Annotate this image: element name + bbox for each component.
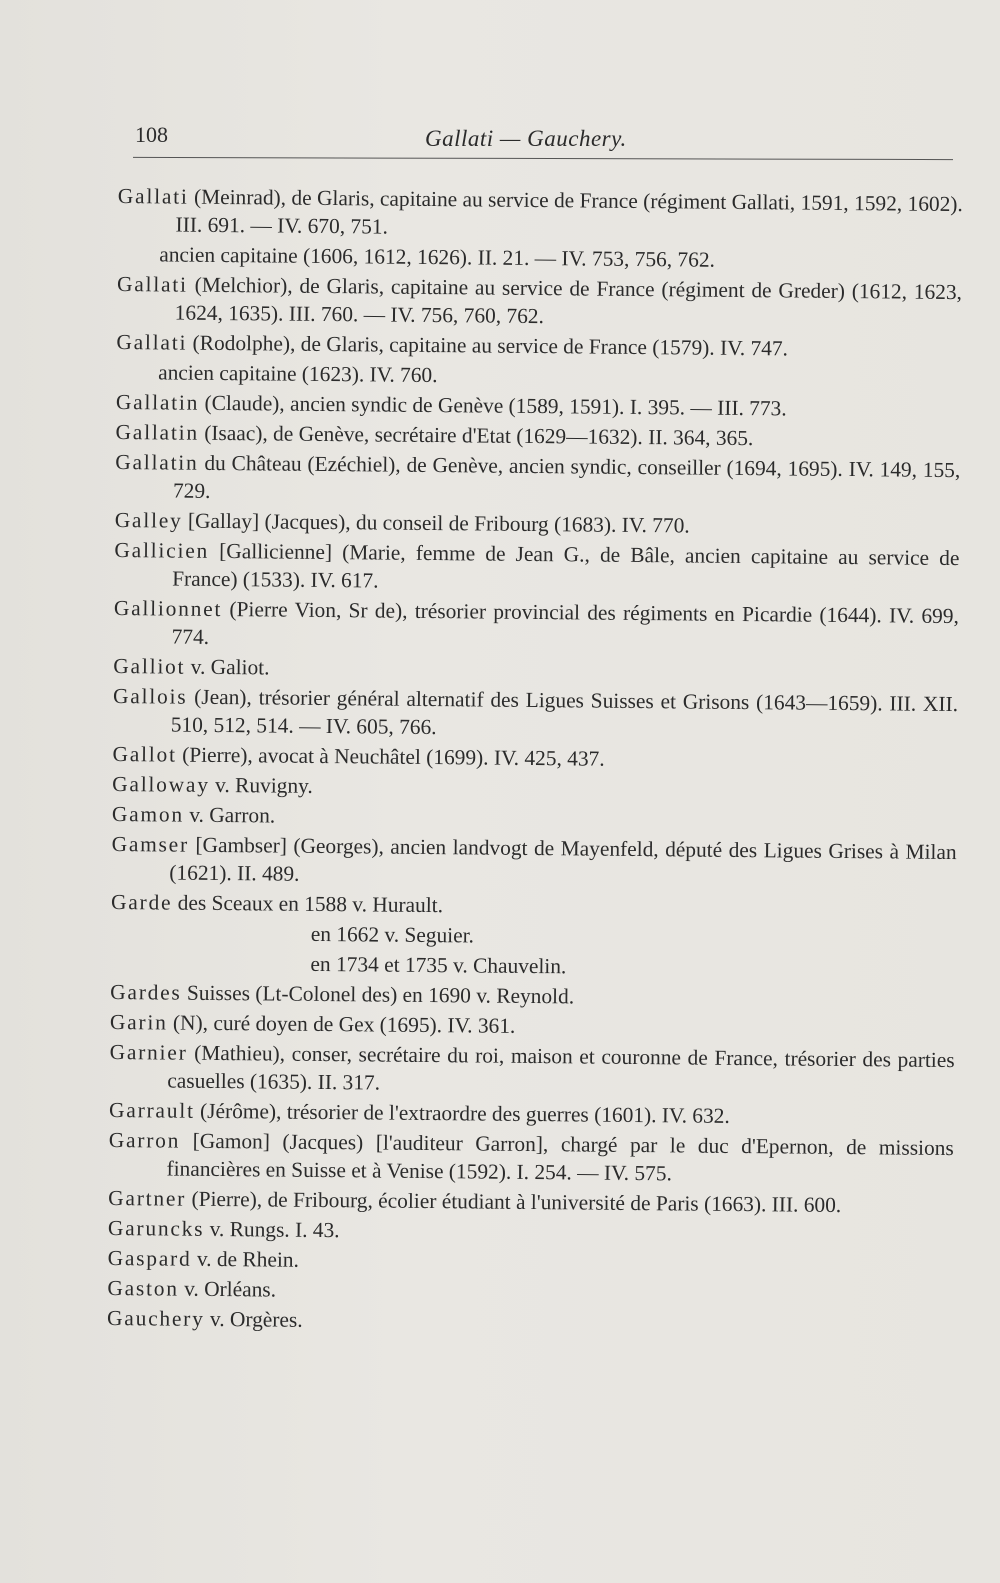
index-entries (107, 182, 963, 1342)
index-entry (113, 682, 958, 746)
entry-headword: Gallot (112, 741, 177, 767)
entry-text: ancien capitaine (1623). IV. 760. (158, 360, 438, 388)
index-entry (111, 830, 956, 894)
entry-text: (Melchior), de Glaris, capitaine au service de France (régiment de Greder) (1612, 1623, 1624, 1635). III. 760. — IV. 756, 760, 762. (174, 272, 963, 329)
entry-headword: Gaspard (107, 1245, 192, 1271)
index-entry (114, 536, 959, 600)
entry-headword: Gallatin (115, 419, 200, 445)
entry-headword: Galley (114, 507, 183, 533)
entry-text: v. Ruvigny. (209, 772, 313, 798)
entry-text: v. Rungs. I. 43. (204, 1216, 340, 1243)
entry-text: (Pierre), de Fribourg, écolier étudiant à l'université de Paris (1663). III. 600. (186, 1186, 842, 1217)
index-entry (107, 1304, 952, 1340)
entry-text: (Jean), trésorier général alternatif des Ligues Suisses et Grisons (1643—1659). III. XII. 510, 512, 514. — IV. 605, 766. (170, 684, 959, 740)
entry-text: en 1662 v. Seguier. (310, 921, 475, 948)
entry-text: du Château (Ezéchiel), de Genève, ancien syndic, conseiller (1694, 1695). IV. 149, 155, 729. (172, 450, 961, 503)
entry-text: Suisses (Lt-Colonel des) en 1690 v. Reynold. (181, 980, 575, 1009)
entry-headword: Gartner (108, 1185, 187, 1211)
entry-headword: Gardes (110, 979, 182, 1005)
entry-headword: Gallati (116, 329, 188, 355)
page-number: 108 (135, 122, 168, 147)
entry-text: en 1734 et 1735 v. Chauvelin. (310, 951, 567, 979)
entry-text: v. Galiot. (185, 654, 270, 680)
entry-text: [Gamon] (Jacques) [l'auditeur Garron], chargé par le duc d'Epernon, de missions financières en Suisse et à Venise (1592). I. 254. — IV. 575. (166, 1128, 954, 1186)
entry-text: (N), curé doyen de Gex (1695). IV. 361. (167, 1010, 516, 1038)
entry-headword: Gamser (111, 831, 190, 857)
index-entry (117, 182, 962, 246)
entry-text: v. Garron. (183, 802, 276, 828)
index-entry (108, 1126, 953, 1190)
page-header (135, 122, 950, 172)
entry-text: (Meinrad), de Glaris, capitaine au service de France (régiment Gallati, 1591, 1592, 1602). III. 691. — IV. 670, 751. (175, 184, 963, 239)
entry-text: v. Orgères. (204, 1306, 303, 1332)
entry-text: v. de Rhein. (191, 1246, 299, 1272)
entry-headword: Garnier (109, 1039, 188, 1065)
entry-text: des Sceaux en 1588 v. Hurault. (172, 890, 444, 918)
entry-headword: Galliot (113, 653, 186, 679)
entry-headword: Galloway (112, 771, 210, 797)
entry-text: [Gallicienne] (Marie, femme de Jean G., de Bâle, ancien capitaine au service de France) (1533). IV. 617. (172, 538, 960, 593)
entry-text: (Claude), ancien syndic de Genève (1589, 1591). I. 395. — III. 773. (199, 390, 787, 421)
entry-text: (Jérôme), trésorier de l'extraordre des guerres (1601). IV. 632. (194, 1098, 730, 1128)
entry-text: ancien capitaine (1606, 1612, 1626). II. 21. — IV. 753, 756, 762. (159, 242, 716, 272)
entry-text: (Pierre), avocat à Neuchâtel (1699). IV. 425, 437. (176, 742, 605, 771)
entry-headword: Garrault (108, 1097, 195, 1123)
entry-text: v. Orléans. (178, 1276, 277, 1302)
running-title: Gallati — Gauchery. (425, 126, 627, 151)
entry-headword: Gauchery (106, 1305, 205, 1331)
entry-headword: Gallois (112, 683, 188, 709)
entry-headword: Gaston (107, 1275, 179, 1301)
entry-headword: Gallicien (114, 537, 210, 563)
entry-headword: Gamon (111, 801, 185, 827)
entry-text: (Mathieu), conser, secrétaire du roi, maison et couronne de France, trésorier des parties casuelles (1635). II. 317. (167, 1040, 955, 1095)
index-entry (109, 1038, 954, 1102)
entry-headword: Gallatin (115, 389, 200, 415)
entry-headword: Garin (109, 1009, 168, 1035)
index-entry (117, 270, 962, 334)
entry-headword: Gallati (116, 271, 188, 297)
entry-text: (Pierre Vion, Sr de), trésorier provincial des régiments en Picardie (1644). IV. 699, 774. (171, 597, 959, 649)
entry-text: [Gambser] (Georges), ancien landvogt de Mayenfeld, député des Ligues Grises à Milan (1621). II. 489. (169, 832, 957, 886)
index-entry (115, 448, 960, 512)
entry-headword: Gallatin (115, 449, 199, 475)
entry-headword: Garde (110, 889, 173, 915)
entry-text: (Rodolphe), de Glaris, capitaine au service de France (1579). IV. 747. (187, 330, 789, 361)
index-entry (114, 594, 959, 658)
entry-headword: Garuncks (107, 1215, 205, 1241)
entry-headword: Gallionnet (113, 595, 223, 622)
entry-text: [Gallay] (Jacques), du conseil de Fribourg (1683). IV. 770. (182, 508, 690, 538)
entry-text: (Isaac), de Genève, secrétaire d'Etat (1629—1632). II. 364, 365. (198, 420, 754, 451)
entry-headword: Garron (108, 1127, 181, 1153)
entry-headword: Gallati (117, 183, 189, 209)
